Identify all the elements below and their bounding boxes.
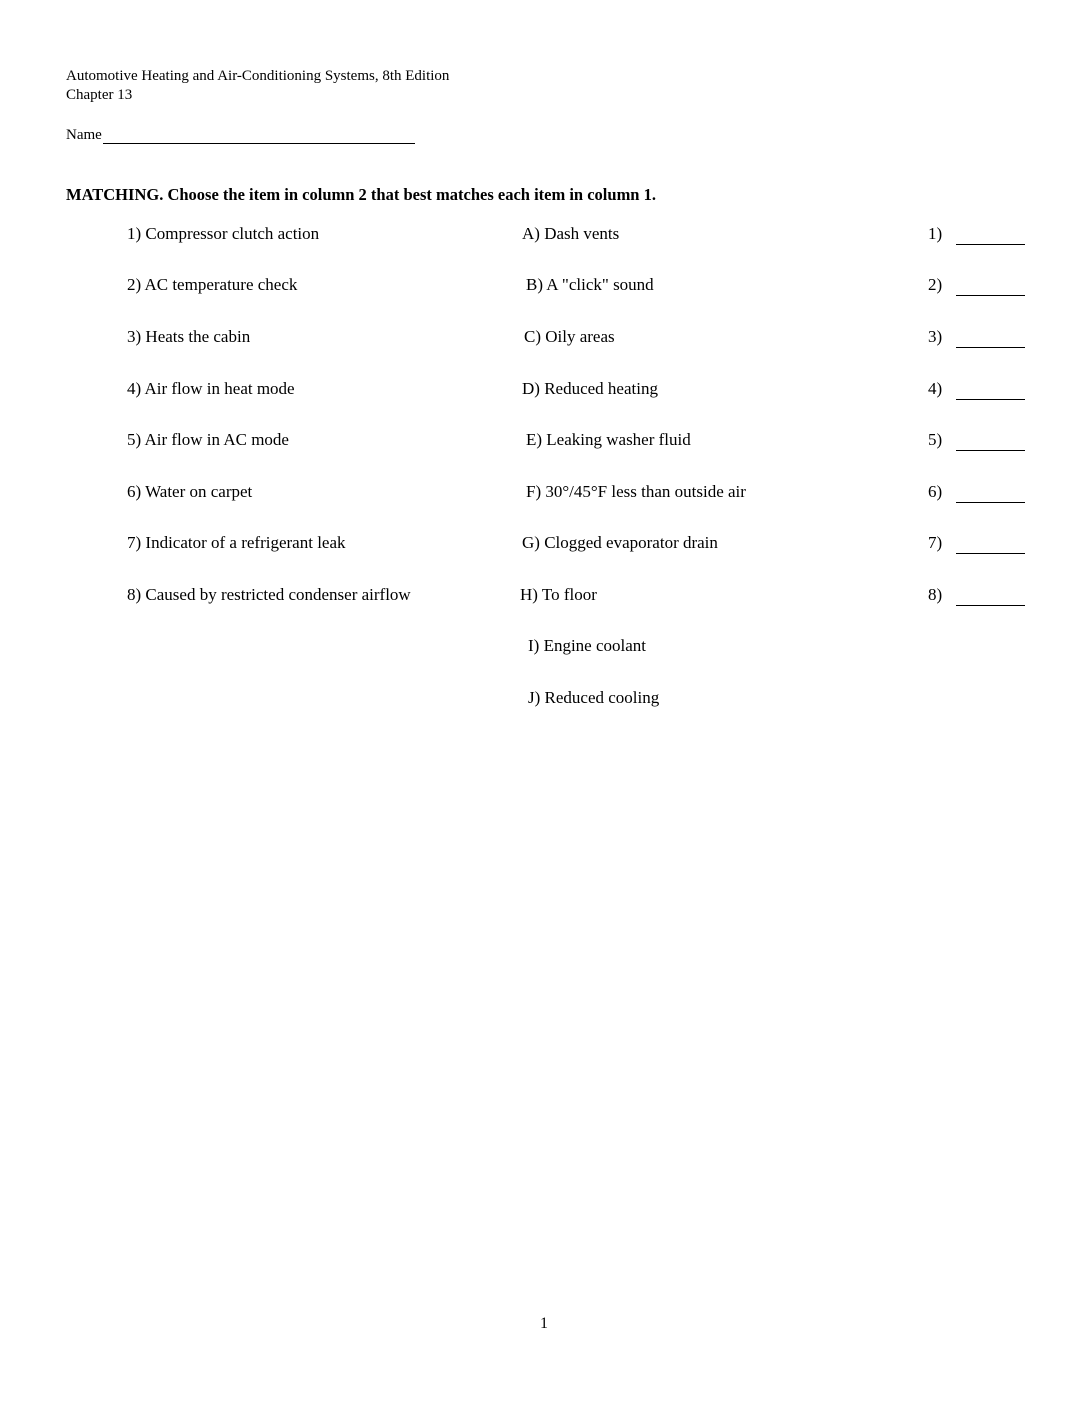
answer-label: 7) bbox=[928, 533, 943, 552]
column2-item: I) Engine coolant bbox=[528, 636, 647, 655]
answer-label: 5) bbox=[928, 430, 943, 449]
column1-item: 5) Air flow in AC mode bbox=[127, 430, 289, 449]
name-label: Name bbox=[66, 127, 102, 143]
matching-row bbox=[0, 327, 1088, 351]
answer-blank[interactable] bbox=[956, 605, 1025, 606]
matching-row bbox=[0, 379, 1088, 403]
column1-item: 2) AC temperature check bbox=[127, 275, 298, 294]
answer-blank[interactable] bbox=[956, 502, 1025, 503]
column2-item: E) Leaking washer fluid bbox=[526, 430, 691, 449]
matching-row bbox=[0, 482, 1088, 506]
page-number: 1 bbox=[540, 1315, 548, 1332]
column2-item: D) Reduced heating bbox=[522, 379, 658, 398]
answer-blank[interactable] bbox=[956, 244, 1025, 245]
document-header bbox=[66, 67, 449, 105]
answer-blank[interactable] bbox=[956, 450, 1025, 451]
name-row bbox=[66, 126, 415, 144]
column2-item: B) A "click" sound bbox=[526, 275, 654, 294]
instructions: MATCHING. Choose the item in column 2 that best matches each item in column 1. bbox=[66, 185, 656, 204]
answer-label: 6) bbox=[928, 482, 943, 501]
column1-item: 6) Water on carpet bbox=[127, 482, 253, 501]
column1-item: 1) Compressor clutch action bbox=[127, 224, 320, 243]
column2-item: G) Clogged evaporator drain bbox=[522, 533, 718, 552]
answer-label: 1) bbox=[928, 224, 943, 243]
answer-blank[interactable] bbox=[956, 553, 1025, 554]
column2-item: H) To floor bbox=[520, 585, 597, 604]
matching-row bbox=[0, 636, 1088, 660]
name-blank-line[interactable] bbox=[103, 126, 415, 144]
column2-item: J) Reduced cooling bbox=[528, 688, 660, 707]
matching-row bbox=[0, 585, 1088, 609]
column2-item: A) Dash vents bbox=[522, 224, 620, 243]
document-title: Automotive Heating and Air-Conditioning Systems, 8th Edition bbox=[66, 68, 450, 84]
column1-item: 3) Heats the cabin bbox=[127, 327, 251, 346]
column2-item: F) 30°/45°F less than outside air bbox=[526, 482, 746, 501]
matching-row bbox=[0, 430, 1088, 454]
matching-row bbox=[0, 533, 1088, 557]
matching-row bbox=[0, 224, 1088, 248]
column1-item: 8) Caused by restricted condenser airflow bbox=[127, 585, 411, 604]
column1-item: 7) Indicator of a refrigerant leak bbox=[127, 533, 346, 552]
matching-row bbox=[0, 688, 1088, 712]
answer-label: 3) bbox=[928, 327, 943, 346]
answer-blank[interactable] bbox=[956, 347, 1025, 348]
answer-label: 2) bbox=[928, 275, 943, 294]
column1-item: 4) Air flow in heat mode bbox=[127, 379, 295, 398]
chapter-label: Chapter 13 bbox=[66, 87, 133, 103]
answer-blank[interactable] bbox=[956, 295, 1025, 296]
answer-blank[interactable] bbox=[956, 399, 1025, 400]
answer-label: 4) bbox=[928, 379, 943, 398]
column2-item: C) Oily areas bbox=[524, 327, 615, 346]
answer-label: 8) bbox=[928, 585, 943, 604]
matching-row bbox=[0, 275, 1088, 299]
